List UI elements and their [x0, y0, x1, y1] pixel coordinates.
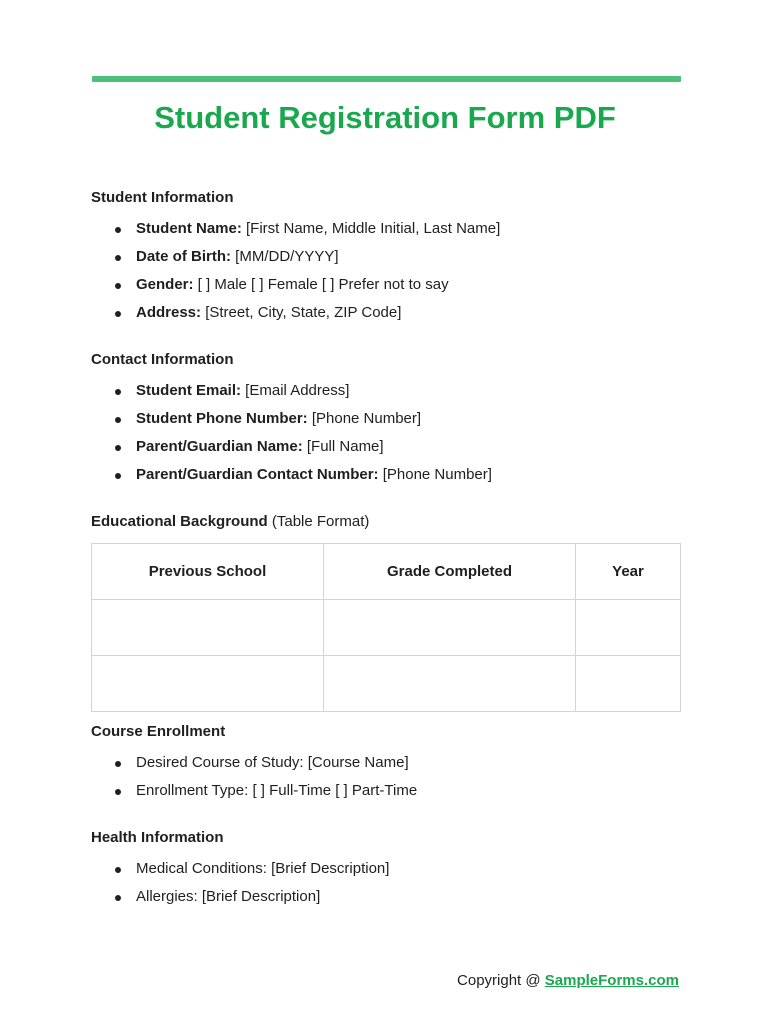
list-item [112, 243, 500, 271]
field-value: [First Name, Middle Initial, Last Name] [241, 220, 501, 237]
field-value: [Full Name] [302, 438, 384, 455]
list-item [112, 405, 492, 433]
page-title: Student Registration Form PDF [154, 100, 616, 135]
field-value: [Phone Number] [378, 466, 492, 483]
field-label: Parent/Guardian Name: [136, 438, 303, 455]
field-label: Parent/Guardian Contact Number: [136, 466, 379, 483]
list-item [112, 299, 500, 327]
field-value: [Email Address] [241, 382, 350, 399]
student-info-heading: Student Information [91, 189, 234, 206]
list-item: Enrollment Type: [ ] Full-Time [ ] Part-Time [112, 777, 417, 805]
field-label: Student Email: [136, 382, 242, 399]
education-heading [91, 513, 369, 530]
field-label: Address: [136, 304, 202, 321]
field-label: Student Phone Number: [136, 410, 308, 427]
health-info-list [112, 855, 389, 911]
course-enrollment-heading: Course Enrollment [91, 723, 226, 740]
education-heading-note: (Table Format) [267, 513, 370, 530]
table-row [92, 600, 681, 656]
list-item [112, 377, 492, 405]
top-divider [92, 76, 681, 82]
list-item [112, 215, 500, 243]
field-value: [Street, City, State, ZIP Code] [201, 304, 402, 321]
contact-info-list [112, 377, 492, 489]
list-item [112, 461, 492, 489]
list-item: Medical Conditions: [Brief Description] [112, 855, 389, 883]
health-info-heading: Health Information [91, 829, 224, 846]
table-cell[interactable] [324, 656, 576, 712]
copyright-footer [457, 972, 679, 989]
brand-link[interactable]: SampleForms.com [544, 972, 679, 989]
list-item [112, 433, 492, 461]
field-value: [Phone Number] [307, 410, 422, 427]
table-cell[interactable] [324, 600, 576, 656]
list-item [112, 271, 500, 299]
table-cell[interactable] [576, 656, 681, 712]
education-table [91, 543, 681, 712]
list-item: Allergies: [Brief Description] [112, 883, 389, 911]
field-value: [ ] Male [ ] Female [ ] Prefer not to say [193, 276, 449, 293]
student-info-list [112, 215, 500, 327]
field-label: Gender: [136, 276, 194, 293]
course-enrollment-list [112, 749, 417, 805]
column-header-previous-school: Previous School [92, 544, 324, 600]
table-row [92, 656, 681, 712]
list-item: Desired Course of Study: [Course Name] [112, 749, 417, 777]
field-value: [MM/DD/YYYY] [231, 248, 339, 265]
column-header-year: Year [576, 544, 681, 600]
table-cell[interactable] [576, 600, 681, 656]
table-header-row [92, 544, 681, 600]
copyright-text: Copyright @ [457, 972, 545, 989]
field-label: Date of Birth: [136, 248, 231, 265]
education-heading-label: Educational Background [91, 513, 268, 530]
field-label: Student Name: [136, 220, 242, 237]
column-header-grade-completed: Grade Completed [324, 544, 576, 600]
table-cell[interactable] [92, 600, 324, 656]
contact-info-heading: Contact Information [91, 351, 234, 368]
table-cell[interactable] [92, 656, 324, 712]
